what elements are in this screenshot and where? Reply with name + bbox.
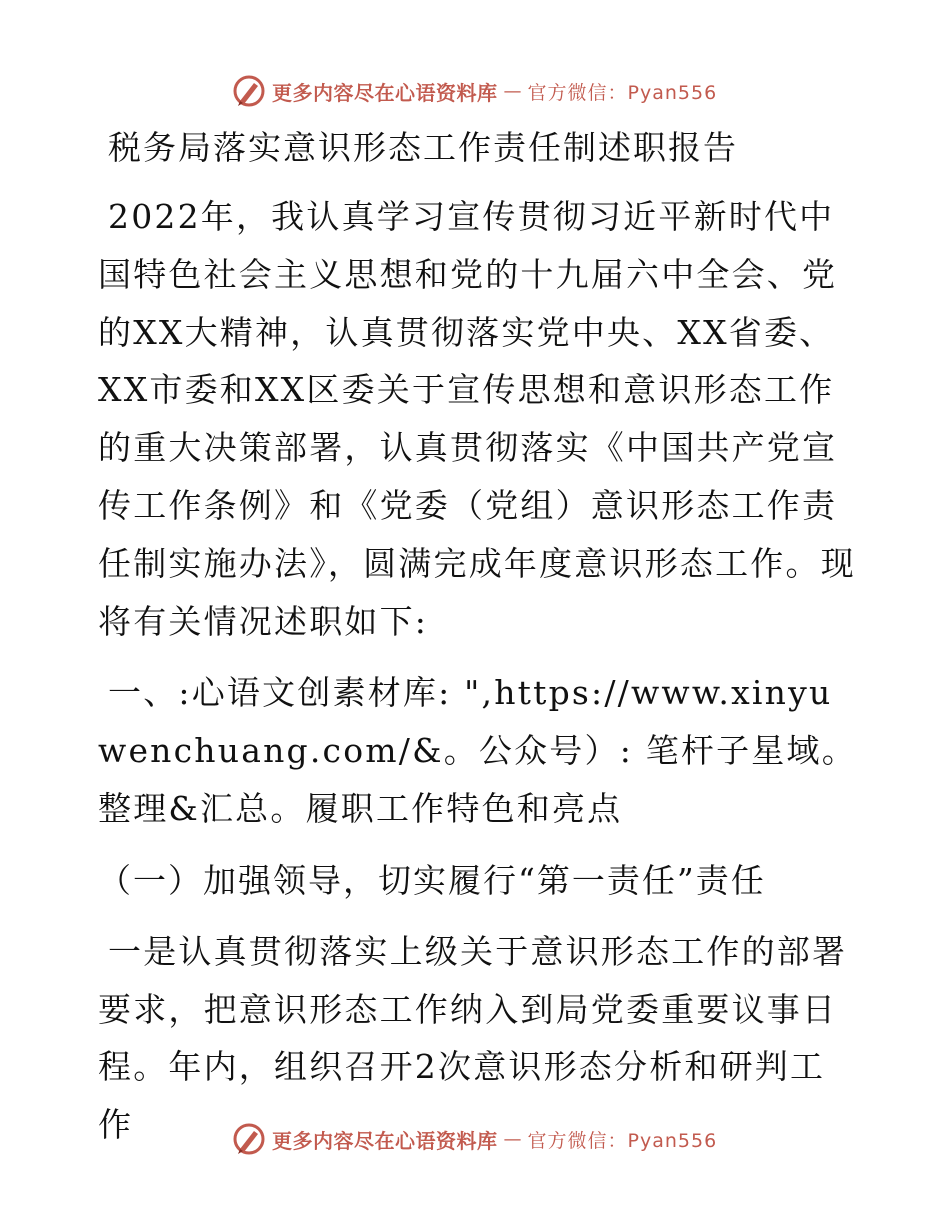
watermark-text: 更多内容尽在心语资料库 [272, 1128, 498, 1153]
watermark-header [232, 72, 717, 110]
watermark-text: 更多内容尽在心语资料库 [272, 80, 498, 105]
document-title: 税务局落实意识形态工作责任制述职报告 [108, 128, 738, 167]
pen-logo-icon [232, 74, 266, 108]
intro-paragraph: 2022年，我认真学习宣传贯彻习近平新时代中国特色社会主义思想和党的十九届六中全会、党的XX大精神，认真贯彻落实党中央、XX省委、XX市委和XX区委关于宣传思想和意识形态工作的重大决策部署，认真贯彻落实《中国共产党宣传工作条例》和《党委（党组）意识形态工作责任制实施办法》，圆满完成年度意识形态工作。现将有关情况述职如下: [98, 197, 856, 641]
watermark-contact: 官方微信：Pyan556 [527, 1129, 718, 1152]
watermark-separator: — [503, 1128, 522, 1150]
subsection-heading: （一）加强领导，切实履行“第一责任”责任 [98, 860, 766, 900]
watermark-contact: 官方微信：Pyan556 [527, 81, 718, 104]
watermark-footer [232, 1120, 717, 1158]
body-paragraph: 一是认真贯彻落实上级关于意识形态工作的部署要求，把意识形态工作纳入到局党委重要议事日程。年内，组织召开2次意识形态分析和研判工作 [98, 931, 848, 1145]
section-one-heading: 一、:心语文创素材库: ",https://www.xinyuwenchuang.com/&。公众号）: 笔杆子星域。整理&汇总。履职工作特色和亮点 [98, 673, 857, 828]
document-body [98, 122, 858, 1168]
watermark-separator: — [503, 80, 522, 102]
pen-logo-icon [232, 1122, 266, 1156]
